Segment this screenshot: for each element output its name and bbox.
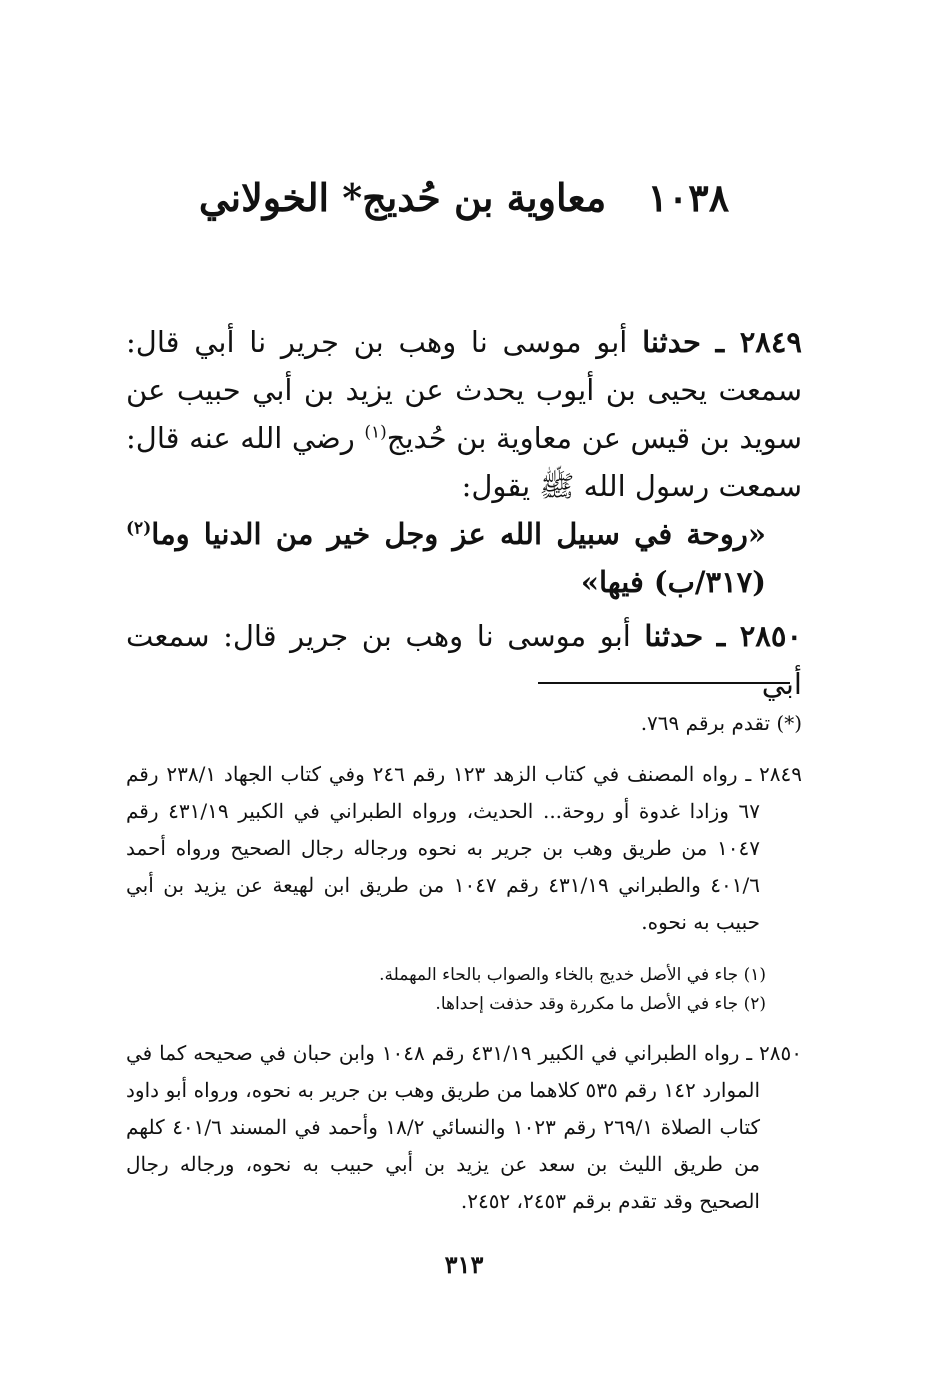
hadith-matn [126, 510, 802, 606]
takhrij-2850-text: ٢٨٥٠ ـ رواه الطبراني في الكبير ٤٣١/١٩ رقم ١٠٤٨ وابن حبان في صحيحه كما في الموارد ١٤٢ رقم ٥٣٥ كلاهما من طريق وهب بن جرير به نحوه، ورواه أبو داود كتاب الصلاة ٢٦٩/١ رقم ١٠٢٣ والنسائي ١٨/٢ وأحمد في المسند ٤٠١/٦ كلهم من طريق الليث بن سعد عن يزيد بن أبي حبيب به نحوه، ورجاله رجال الصحيح وقد تقدم برقم ٢٤٥٣، ٢٤٥٢. [126, 1041, 803, 1213]
footnote-star [126, 705, 802, 742]
chapter-title [0, 170, 928, 226]
chapter-name: معاوية بن حُديج* الخولاني [198, 175, 607, 220]
takhrij-2849 [126, 756, 802, 941]
page-number: ٣١٣ [444, 1250, 484, 1279]
isnad-text: أبو موسى نا وهب بن جرير قال: سمعت أبي [126, 619, 802, 701]
takhrij-2849-text: ٢٨٤٩ ـ رواه المصنف في كتاب الزهد ١٢٣ رقم ٢٤٦ وفي كتاب الجهاد ٢٣٨/١ رقم ٦٧ وزادا غدوة أو روحة... الحديث، ورواه الطبراني في الكبير ٤٣١/١٩ رقم ١٠٤٧ من طريق وهب بن جرير به نحوه ورجاله رجال الصحيح ورواه أحمد ٤٠١/٦ والطبراني ٤٣١/١٩ رقم ١٠٤٧ من طريق ابن لهيعة عن يزيد بن أبي حبيب به نحوه. [126, 762, 803, 934]
hadith-number: ٢٨٤٩ ـ [715, 325, 803, 359]
hadith-number: ٢٨٥٠ ـ [716, 619, 803, 653]
footnote-divider [538, 682, 790, 684]
isnad-text-continued: رضي الله عنه قال: سمعت رسول الله ﷺ يقول: [126, 421, 802, 503]
footnote-ref-2: (٢) [126, 518, 152, 539]
footnote-1: (١) جاء في الأصل خديج بالخاء والصواب بالحاء المهملة. [379, 965, 766, 985]
footnote-star-text: (*) تقدم برقم ٧٦٩. [640, 711, 802, 735]
haddathana-label: حدثنا [642, 325, 701, 359]
isnad-text: أبو موسى نا وهب بن جرير نا أبي قال: سمعت يحيى بن أيوب يحدث عن يزيد بن أبي حبيب عن سويد بن قيس عن معاوية بن حُديج [126, 325, 803, 455]
takhrij-2850 [126, 1035, 802, 1220]
footnote-ref-1: (١) [364, 422, 387, 443]
hadith-2850 [126, 612, 802, 708]
hadith-2849 [126, 318, 802, 606]
matn-line-2: (٣١٧/ب) فيها» [580, 565, 766, 599]
matn-line-1: «روحة في سبيل الله عز وجل خير من الدنيا وما [151, 517, 766, 551]
chapter-number: ١٠٣٨ [647, 175, 730, 220]
haddathana-label: حدثنا [644, 619, 704, 653]
footnote-2: (٢) جاء في الأصل ما مكررة وقد حذفت إحداها. [435, 994, 766, 1014]
